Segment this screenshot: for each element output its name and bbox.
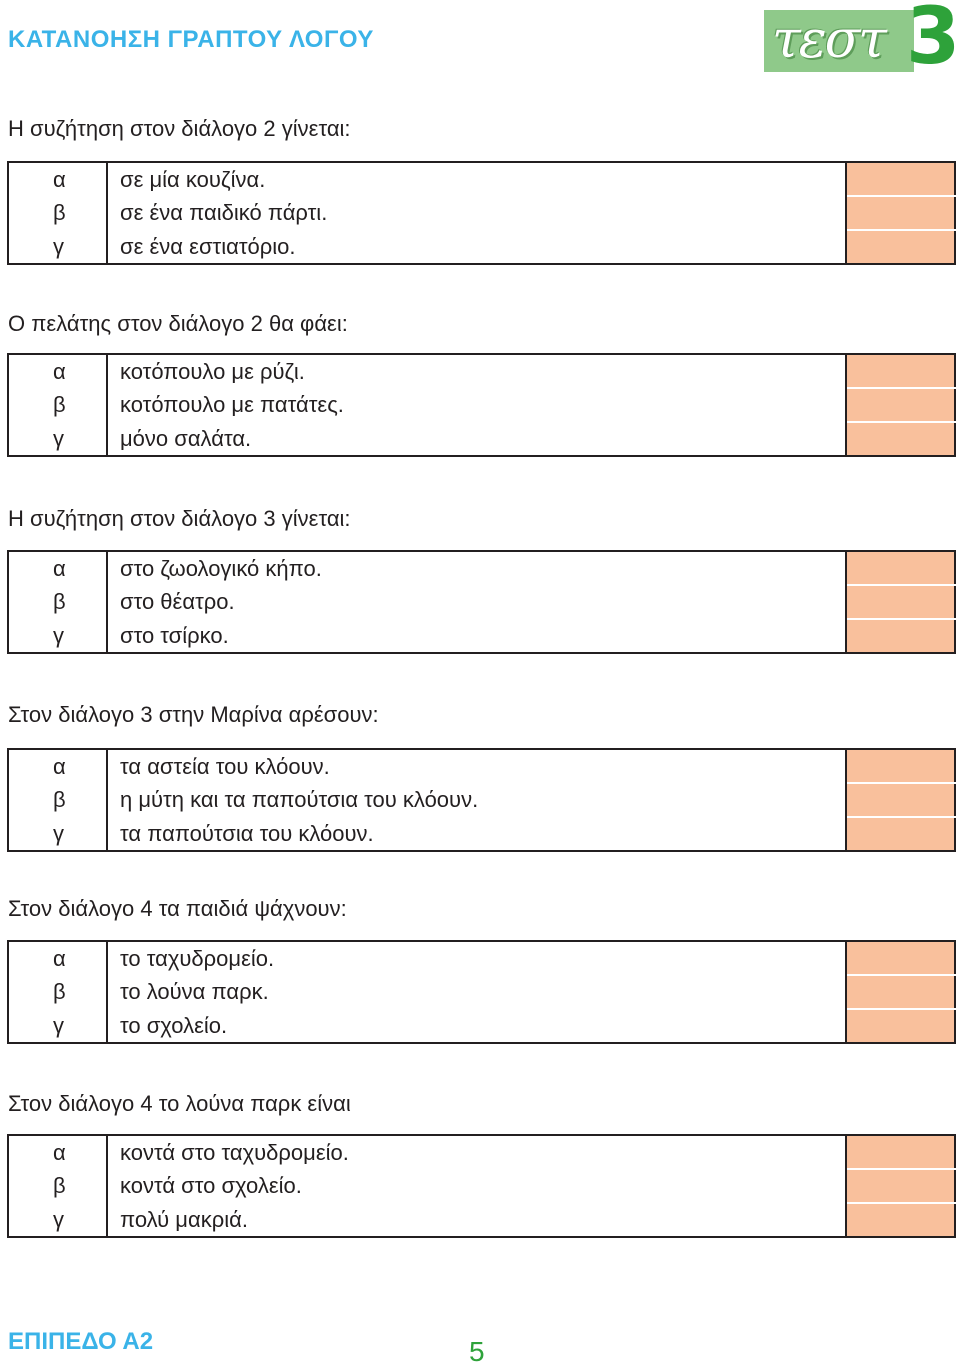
answer-row	[8, 162, 955, 196]
question-prompt: Η συζήτηση στον διάλογο 3 γίνεται:	[8, 506, 351, 531]
option-text: τα παπούτσια του κλόουν.	[107, 817, 846, 851]
option-text: σε ένα εστιατόριο.	[107, 230, 846, 264]
option-letter: β	[8, 585, 107, 619]
question-prompt: Ο πελάτης στον διάλογο 2 θα φάει:	[8, 311, 348, 336]
answer-table	[7, 748, 956, 852]
answer-row	[8, 551, 955, 585]
answer-row	[8, 422, 955, 456]
answer-box[interactable]	[846, 1169, 955, 1203]
answer-box[interactable]	[846, 196, 955, 230]
answer-row	[8, 619, 955, 653]
answer-box[interactable]	[846, 817, 955, 851]
question-prompt: Η συζήτηση στον διάλογο 2 γίνεται:	[8, 116, 351, 141]
answer-box[interactable]	[846, 162, 955, 196]
test-logo	[764, 0, 960, 82]
section-title: ΚΑΤΑΝΟΗΣΗ ΓΡΑΠΤΟΥ ΛΟΓΟΥ	[8, 26, 374, 53]
answer-row	[8, 196, 955, 230]
option-letter: β	[8, 196, 107, 230]
option-letter: β	[8, 783, 107, 817]
option-text: στο ζωολογικό κήπο.	[107, 551, 846, 585]
option-letter: α	[8, 1135, 107, 1169]
answer-row	[8, 354, 955, 388]
answer-table	[7, 550, 956, 654]
answer-box[interactable]	[846, 585, 955, 619]
option-text: το λούνα παρκ.	[107, 975, 846, 1009]
question-prompt: Στον διάλογο 4 τα παιδιά ψάχνουν:	[8, 896, 347, 921]
answer-box[interactable]	[846, 749, 955, 783]
answer-box[interactable]	[846, 230, 955, 264]
answer-box[interactable]	[846, 551, 955, 585]
option-letter: β	[8, 388, 107, 422]
answer-box[interactable]	[846, 975, 955, 1009]
answer-table	[7, 940, 956, 1044]
answer-row	[8, 749, 955, 783]
option-letter: γ	[8, 817, 107, 851]
question-prompt: Στον διάλογο 3 στην Μαρίνα αρέσουν:	[8, 702, 379, 727]
answer-row	[8, 1135, 955, 1169]
option-letter: α	[8, 551, 107, 585]
option-text: κοτόπουλο με ρύζι.	[107, 354, 846, 388]
answer-row	[8, 941, 955, 975]
answer-table	[7, 1134, 956, 1238]
option-text: μόνο σαλάτα.	[107, 422, 846, 456]
answer-table	[7, 161, 956, 265]
option-text: σε ένα παιδικό πάρτι.	[107, 196, 846, 230]
answer-box[interactable]	[846, 1203, 955, 1237]
answer-table	[7, 353, 956, 457]
logo-number: 3	[906, 0, 960, 82]
option-letter: γ	[8, 619, 107, 653]
option-text: τα αστεία του κλόουν.	[107, 749, 846, 783]
answer-box[interactable]	[846, 619, 955, 653]
answer-row	[8, 783, 955, 817]
answer-row	[8, 230, 955, 264]
option-letter: α	[8, 162, 107, 196]
option-letter: α	[8, 354, 107, 388]
answer-box[interactable]	[846, 354, 955, 388]
page-number: 5	[469, 1336, 485, 1367]
answer-box[interactable]	[846, 941, 955, 975]
option-letter: β	[8, 975, 107, 1009]
answer-row	[8, 388, 955, 422]
logo-word: τεστ	[772, 10, 885, 70]
option-text: κοντά στο σχολείο.	[107, 1169, 846, 1203]
option-letter: γ	[8, 1009, 107, 1043]
answer-box[interactable]	[846, 1009, 955, 1043]
option-letter: α	[8, 941, 107, 975]
answer-row	[8, 585, 955, 619]
question-prompt: Στον διάλογο 4 το λούνα παρκ είναι	[8, 1091, 351, 1116]
option-text: το σχολείο.	[107, 1009, 846, 1043]
option-text: η μύτη και τα παπούτσια του κλόουν.	[107, 783, 846, 817]
option-text: κοντά στο ταχυδρομείο.	[107, 1135, 846, 1169]
option-letter: α	[8, 749, 107, 783]
option-text: κοτόπουλο με πατάτες.	[107, 388, 846, 422]
answer-row	[8, 817, 955, 851]
answer-row	[8, 975, 955, 1009]
option-letter: γ	[8, 422, 107, 456]
answer-box[interactable]	[846, 783, 955, 817]
answer-box[interactable]	[846, 422, 955, 456]
answer-row	[8, 1169, 955, 1203]
answer-row	[8, 1203, 955, 1237]
option-text: πολύ μακριά.	[107, 1203, 846, 1237]
option-letter: β	[8, 1169, 107, 1203]
answer-row	[8, 1009, 955, 1043]
answer-box[interactable]	[846, 388, 955, 422]
option-text: σε μία κουζίνα.	[107, 162, 846, 196]
option-letter: γ	[8, 230, 107, 264]
option-text: στο τσίρκο.	[107, 619, 846, 653]
answer-box[interactable]	[846, 1135, 955, 1169]
level-label: ΕΠΙΠΕΔΟ Α2	[8, 1328, 154, 1355]
option-letter: γ	[8, 1203, 107, 1237]
option-text: στο θέατρο.	[107, 585, 846, 619]
option-text: το ταχυδρομείο.	[107, 941, 846, 975]
